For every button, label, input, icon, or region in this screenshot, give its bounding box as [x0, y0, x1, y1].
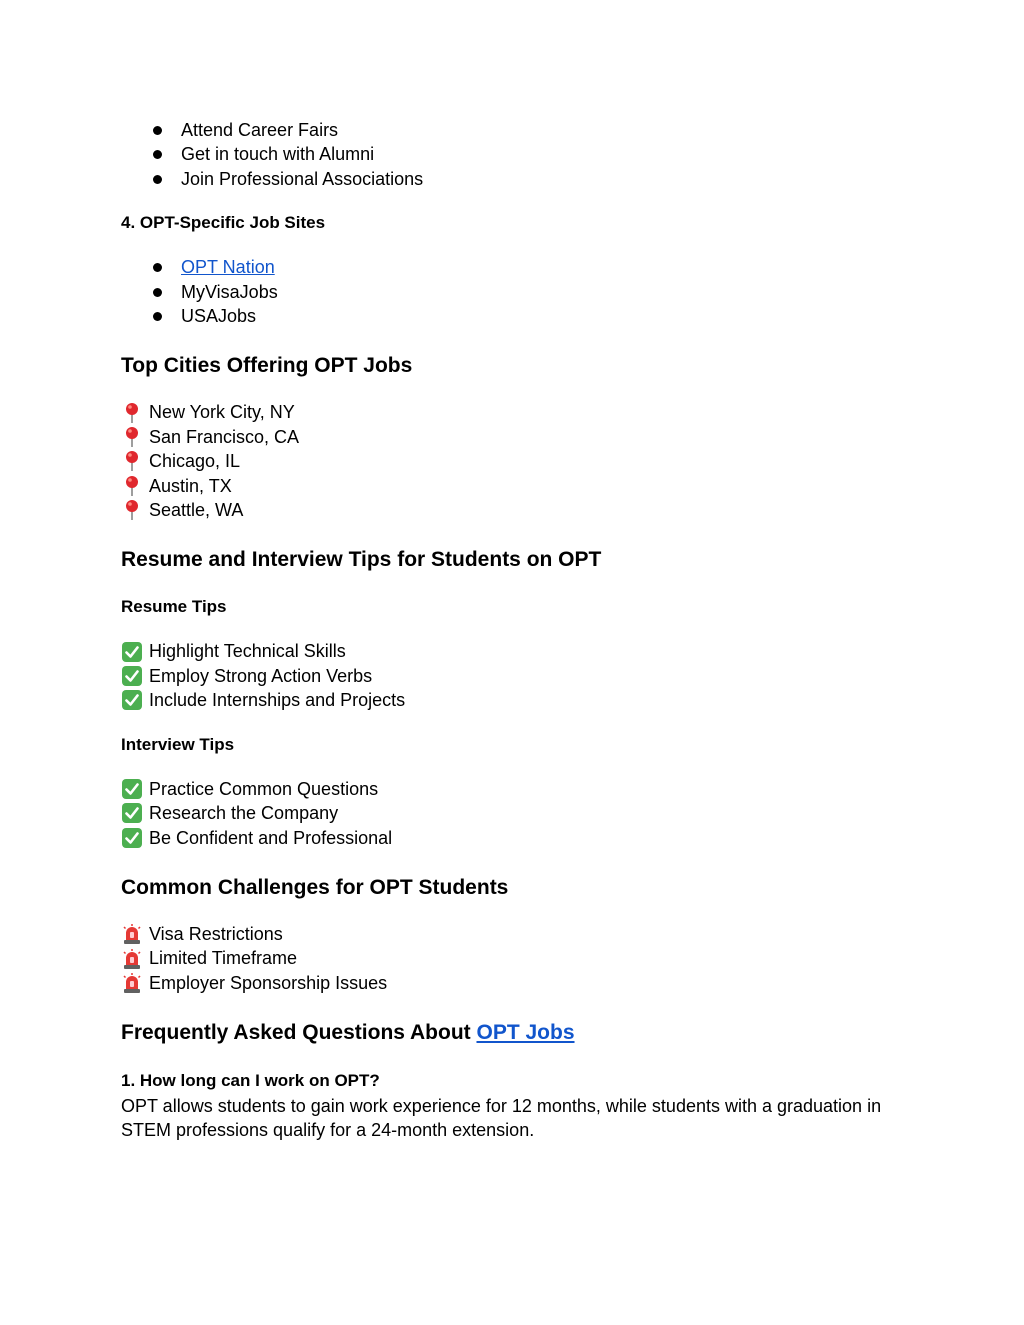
- interview-tips-heading: Interview Tips: [121, 734, 235, 754]
- opt-nation-link[interactable]: OPT Nation: [181, 257, 275, 278]
- list-item: Austin, TX: [121, 474, 911, 498]
- list-item: Get in touch with Alumni: [121, 142, 911, 166]
- list-item: Practice Common Questions: [121, 777, 911, 801]
- list-item: Highlight Technical Skills: [121, 639, 911, 663]
- list-item: San Francisco, CA: [121, 425, 911, 449]
- job-sites-list: [121, 255, 911, 328]
- list-item: Visa Restrictions: [121, 922, 911, 946]
- cities-list: [121, 400, 911, 522]
- check-mark-button-icon: [121, 665, 143, 687]
- list-item: Join Professional Associations: [121, 167, 911, 191]
- resume-tips-list: [121, 639, 911, 712]
- list-item: New York City, NY: [121, 400, 911, 424]
- list-item: Employer Sponsorship Issues: [121, 971, 911, 995]
- list-item: Employ Strong Action Verbs: [121, 664, 911, 688]
- faq-answer: OPT allows students to gain work experience for 12 months, while students with a graduation in STEM professions qualify for a 24-month extension.: [121, 1095, 882, 1140]
- round-pushpin-icon: [121, 450, 143, 472]
- check-mark-button-icon: [121, 778, 143, 800]
- check-mark-button-icon: [121, 689, 143, 711]
- faq-question: 1. How long can I work on OPT?: [121, 1071, 380, 1091]
- list-item: USAJobs: [121, 304, 911, 328]
- police-siren-icon: [121, 923, 143, 945]
- check-mark-button-icon: [121, 802, 143, 824]
- round-pushpin-icon: [121, 426, 143, 448]
- list-item: Chicago, IL: [121, 449, 911, 473]
- resume-tips-heading: Resume Tips: [121, 597, 227, 617]
- cities-heading: Top Cities Offering OPT Jobs: [121, 354, 413, 378]
- challenges-list: [121, 922, 911, 995]
- faq-heading: Frequently Asked Questions About OPT Jobs: [121, 1021, 575, 1045]
- list-item: MyVisaJobs: [121, 280, 911, 304]
- list-item: Limited Timeframe: [121, 946, 911, 970]
- list-item: [121, 255, 911, 279]
- opt-jobs-link[interactable]: OPT Jobs: [476, 1021, 575, 1045]
- round-pushpin-icon: [121, 475, 143, 497]
- police-siren-icon: [121, 948, 143, 970]
- list-item: Seattle, WA: [121, 498, 911, 522]
- check-mark-button-icon: [121, 827, 143, 849]
- police-siren-icon: [121, 972, 143, 994]
- tips-heading: Resume and Interview Tips for Students on OPT: [121, 548, 602, 572]
- networking-list: [121, 118, 911, 191]
- list-item: Research the Company: [121, 801, 911, 825]
- round-pushpin-icon: [121, 499, 143, 521]
- list-item: Be Confident and Professional: [121, 826, 911, 850]
- document-page: [121, 118, 911, 1142]
- job-sites-heading: 4. OPT-Specific Job Sites: [121, 213, 326, 233]
- list-item: Attend Career Fairs: [121, 118, 911, 142]
- list-item: Include Internships and Projects: [121, 688, 911, 712]
- round-pushpin-icon: [121, 402, 143, 424]
- check-mark-button-icon: [121, 641, 143, 663]
- interview-tips-list: [121, 777, 911, 850]
- challenges-heading: Common Challenges for OPT Students: [121, 875, 509, 899]
